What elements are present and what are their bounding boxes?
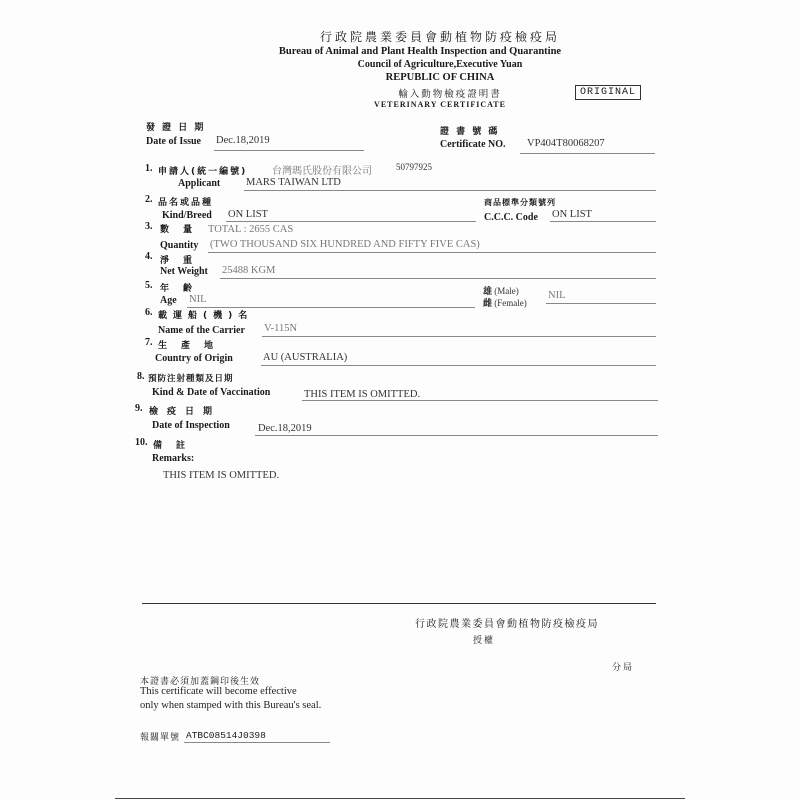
item-2-number: 2.	[145, 194, 153, 205]
council-name: Council of Agriculture,Executive Yuan	[357, 59, 523, 70]
age-label-zh: 年齡	[160, 284, 207, 294]
customs-no-value: ATBC08514J0398	[186, 730, 266, 741]
customs-no-line	[184, 742, 330, 743]
bottom-edge-line	[115, 798, 685, 799]
origin-value: AU (AUSTRALIA)	[263, 352, 348, 363]
certificate-title-en: VETERINARY CERTIFICATE	[374, 100, 506, 109]
applicant-value: MARS TAIWAN LTD	[246, 177, 341, 188]
net-weight-label-zh: 淨重	[160, 256, 207, 266]
age-label: Age	[160, 295, 177, 306]
notice-en-line-2: only when stamped with this Bureau's seal.	[140, 700, 322, 711]
applicant-value-zh: 台灣瑪氏股份有限公司	[272, 166, 372, 177]
item-8-number: 8.	[137, 371, 145, 382]
applicant-label: Applicant	[178, 178, 221, 189]
female-label	[483, 296, 527, 309]
footer-authorized: 授權	[473, 636, 496, 646]
footer-bureau-zh: 行政院農業委員會動植物防疫檢疫局	[415, 619, 599, 630]
notice-en-line-1: This certificate will become effective	[140, 686, 297, 697]
sex-value: NIL	[548, 290, 566, 301]
item-1-number: 1.	[145, 163, 153, 174]
kind-label-zh: 品名或品種	[158, 198, 214, 208]
footer-divider	[142, 603, 656, 604]
origin-label: Country of Origin	[155, 353, 233, 364]
male-label-en: (Male)	[494, 286, 519, 296]
certificate-no-line	[520, 153, 655, 154]
certificate-title-zh: 輸入動物檢疫證明書	[398, 89, 502, 100]
item-5-number: 5.	[145, 280, 153, 291]
vaccination-value: THIS ITEM IS OMITTED.	[304, 389, 421, 400]
origin-line	[261, 365, 656, 366]
quantity-line	[208, 252, 656, 253]
ccc-code-label-zh: 商品標準分類號列	[484, 198, 556, 207]
issue-date-line	[214, 150, 364, 151]
quantity-label-zh: 數量	[160, 225, 207, 235]
item-9-number: 9.	[135, 403, 143, 414]
item-3-number: 3.	[145, 221, 153, 232]
kind-value: ON LIST	[228, 209, 268, 220]
applicant-id: 50797925	[396, 162, 432, 172]
remarks-value: THIS ITEM IS OMITTED.	[163, 470, 280, 481]
applicant-label-zh: 申請人(統一編號)	[158, 167, 248, 177]
item-4-number: 4.	[145, 251, 153, 262]
item-7-number: 7.	[145, 337, 153, 348]
certificate-no-value: VP404T80068207	[527, 138, 605, 149]
applicant-line	[244, 190, 656, 191]
certificate-no-label: Certificate NO.	[440, 139, 506, 150]
certificate-no-label-zh: 證 書 號 碼	[440, 127, 500, 137]
female-label-en: (Female)	[494, 298, 527, 308]
ccc-code-value: ON LIST	[552, 209, 592, 220]
inspection-label: Date of Inspection	[152, 420, 230, 431]
male-label-zh: 雄	[483, 287, 493, 297]
age-value: NIL	[189, 294, 207, 305]
net-weight-line	[220, 278, 656, 279]
notice-zh: 本證書必須加蓋鋼印後生效	[140, 677, 261, 687]
bureau-name-zh: 行政院農業委員會動植物防疫檢疫局	[319, 30, 560, 44]
original-stamp: ORIGINAL	[575, 85, 641, 100]
carrier-label: Name of the Carrier	[158, 325, 245, 336]
carrier-value: V-115N	[264, 323, 298, 334]
origin-label-zh: 生產地	[158, 341, 228, 351]
quantity-value-words: (TWO THOUSAND SIX HUNDRED AND FIFTY FIVE CAS)	[210, 239, 480, 250]
vaccination-label-zh: 預防注射種類及日期	[148, 374, 234, 384]
inspection-label-zh: 檢疫日期	[149, 407, 222, 417]
vaccination-label: Kind & Date of Vaccination	[152, 387, 271, 398]
net-weight-value: 25488 KGM	[222, 265, 276, 276]
net-weight-label: Net Weight	[160, 266, 208, 277]
issue-date-label: Date of Issue	[146, 136, 201, 147]
vaccination-line	[302, 400, 658, 401]
inspection-line	[255, 435, 658, 436]
issue-date-value: Dec.18,2019	[216, 135, 270, 146]
footer-branch: 分局	[612, 663, 635, 673]
quantity-label: Quantity	[160, 240, 199, 251]
inspection-value: Dec.18,2019	[258, 423, 312, 434]
sex-line	[546, 303, 656, 304]
item-10-number: 10.	[135, 437, 148, 448]
kind-line	[226, 221, 476, 222]
remarks-label-zh: 備註	[153, 441, 200, 451]
female-label-zh: 雌	[483, 299, 493, 309]
kind-label: Kind/Breed	[162, 210, 212, 221]
ccc-code-line	[550, 221, 656, 222]
issue-date-label-zh: 發 證 日 期	[146, 123, 206, 133]
quantity-total: TOTAL : 2655 CAS	[208, 224, 294, 235]
remarks-label: Remarks:	[152, 453, 195, 464]
customs-no-label: 報關單號	[140, 733, 181, 743]
carrier-label-zh: 載運船(機)名	[158, 311, 254, 321]
ccc-code-label: C.C.C. Code	[484, 212, 538, 223]
carrier-line	[262, 336, 656, 337]
country-name: REPUBLIC OF CHINA	[385, 72, 495, 83]
bureau-name-en: Bureau of Animal and Plant Health Inspection and Quarantine	[278, 46, 562, 57]
item-6-number: 6.	[145, 307, 153, 318]
